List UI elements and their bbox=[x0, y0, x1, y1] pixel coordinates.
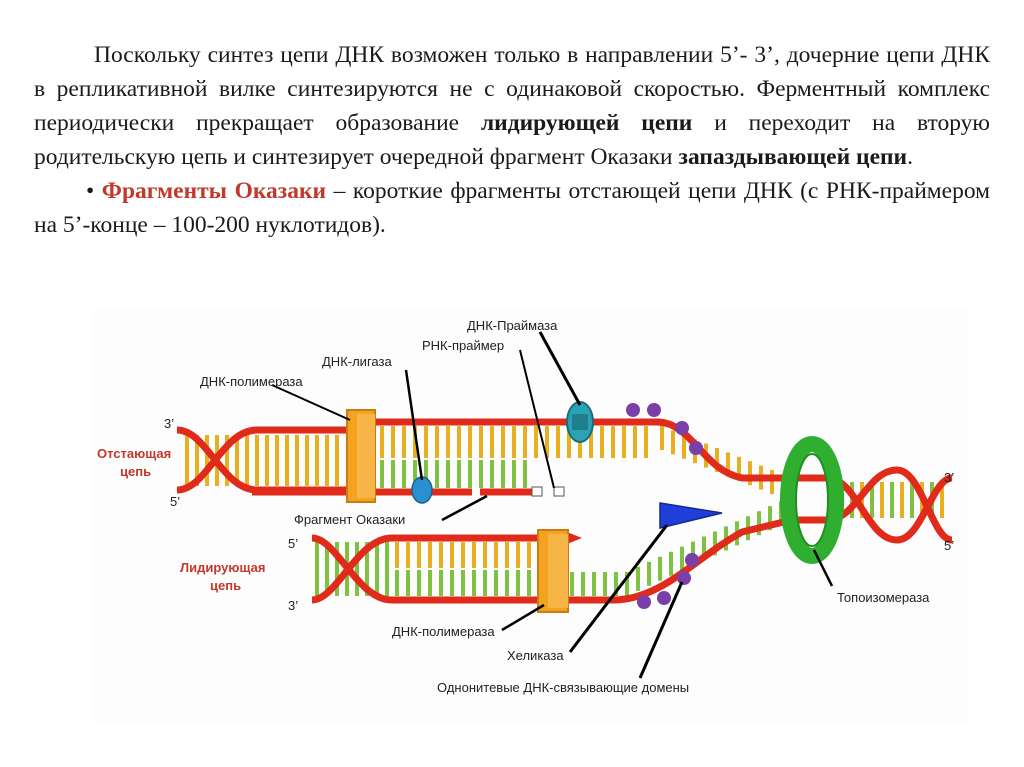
label-lagging-line-1: Отстающая bbox=[97, 446, 172, 461]
ssb-protein bbox=[657, 591, 671, 605]
paragraph-2 bbox=[34, 174, 990, 242]
helicase bbox=[660, 503, 722, 528]
lagging-helix-strand-a bbox=[177, 430, 347, 490]
term-leading-strand: лидирующей цепи bbox=[480, 110, 693, 136]
label-lead-5: 5’ bbox=[288, 536, 299, 551]
rna-primer-marker-2 bbox=[554, 487, 564, 496]
label-lag-3: 3’ bbox=[164, 416, 175, 431]
leader-polymerase-bottom bbox=[502, 605, 544, 630]
label-primase: ДНК-Праймаза bbox=[467, 318, 558, 333]
ssb-protein bbox=[685, 553, 699, 567]
label-lead-3: 3’ bbox=[288, 598, 299, 613]
term-lagging-strand: запаздывающей цепи bbox=[678, 144, 908, 170]
label-ssb: Однонитевые ДНК-связывающие домены bbox=[437, 680, 690, 695]
label-rna-primer: РНК-праймер bbox=[422, 338, 505, 353]
label-okazaki-fragment: Фрагмент Оказаки bbox=[294, 512, 406, 527]
label-lagging-line-2: цепь bbox=[120, 464, 152, 479]
lagging-helix-strand-b bbox=[177, 430, 347, 490]
dna-primase-band bbox=[572, 414, 588, 430]
leader-okazaki bbox=[442, 496, 487, 520]
ssb-protein bbox=[677, 571, 691, 585]
rna-primer-marker-1 bbox=[532, 487, 542, 496]
paragraph-2-text: – короткие фрагменты отстающей цепи ДНК (с РНК-праймером на 5’-конце – 100-200 нуклотидов). bbox=[34, 178, 991, 238]
paragraph-1-text-c: . bbox=[907, 144, 913, 170]
leader-primase bbox=[540, 332, 580, 405]
dna-ligase bbox=[412, 477, 432, 503]
paragraph-1-text-b: и переходит на вторую родительскую цепь и синтезирует очередной фрагмент Оказаки bbox=[34, 110, 990, 170]
ssb-protein bbox=[689, 441, 703, 455]
term-okazaki-fragments: Фрагменты Оказаки bbox=[101, 178, 327, 204]
ssb-protein bbox=[637, 595, 651, 609]
replication-fork-diagram bbox=[92, 310, 968, 722]
diagram-svg bbox=[92, 310, 968, 722]
paragraph-1-text-a: Поскольку синтез цепи ДНК возможен только в направлении 5’- 3’, дочерние цепи ДНК в репликативной вилке синтезируются не с одинаковой скоростью. Ферментный комплекс периодически прекращает образование bbox=[34, 42, 990, 136]
topoisomerase-inner bbox=[796, 454, 828, 546]
text-block bbox=[34, 38, 990, 242]
label-topoisomerase: Топоизомераза bbox=[837, 590, 930, 605]
label-right-3: 3’ bbox=[944, 470, 955, 485]
dna-polymerase-bottom-face bbox=[548, 534, 568, 608]
label-helicase: Хеликаза bbox=[507, 648, 564, 663]
label-polymerase-bottom: ДНК-полимераза bbox=[392, 624, 495, 639]
label-lag-5: 5’ bbox=[170, 494, 181, 509]
paragraph-1 bbox=[34, 38, 990, 174]
label-polymerase-top: ДНК-полимераза bbox=[200, 374, 303, 389]
ssb-protein bbox=[647, 403, 661, 417]
dna-polymerase-top-face bbox=[357, 414, 375, 498]
bullet-marker: • bbox=[86, 178, 95, 204]
leading-helix-strand-b bbox=[312, 538, 562, 600]
label-right-5: 5’ bbox=[944, 538, 955, 553]
ssb-protein bbox=[675, 421, 689, 435]
label-leading-line-1: Лидирующая bbox=[180, 560, 266, 575]
ssb-proteins-top bbox=[626, 403, 703, 455]
leader-polymerase-top bbox=[272, 385, 350, 420]
ssb-protein bbox=[626, 403, 640, 417]
label-leading-line-2: цепь bbox=[210, 578, 242, 593]
label-ligase: ДНК-лигаза bbox=[322, 354, 392, 369]
